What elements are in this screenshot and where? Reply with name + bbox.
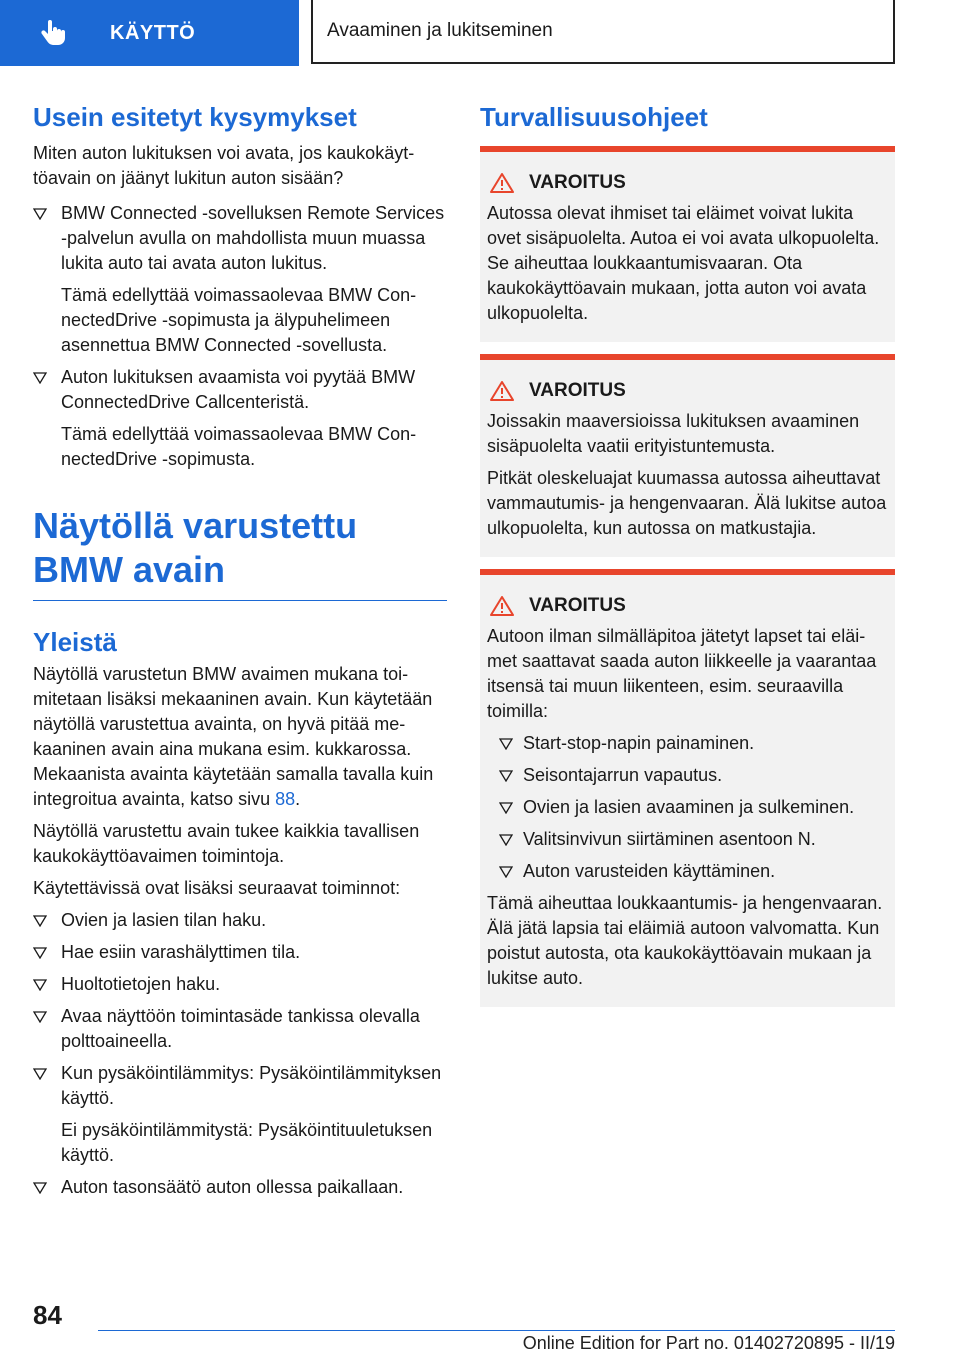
warning-box <box>480 569 895 1007</box>
page-link[interactable]: 88 <box>275 789 296 809</box>
general-text: Näytöllä varustetun BMW avaimen mukana toimitetaan lisäksi mekaaninen avain. Kun käytetään näytöllä varustettua avainta, on hyvä pitää mekaaninen avain aina mukana esim. kukkarossa. Mekaanista avainta käytetään samalla tavalla kuin integroitua avainta, katso sivu <box>33 664 434 809</box>
list-item-text: Avaa näyttöön toimintasäde tankissa olevalla polttoaineella. <box>61 1006 420 1051</box>
general-paragraph <box>33 662 447 812</box>
section-label: KÄYTTÖ <box>110 21 196 44</box>
faq-heading: Usein esitetyt kysymykset <box>33 102 357 132</box>
triangle-bullet-icon <box>33 947 47 959</box>
list-item <box>487 763 888 788</box>
list-item <box>33 201 447 276</box>
hand-pointer-icon <box>40 19 68 47</box>
triangle-bullet-icon <box>33 1182 47 1194</box>
key-heading: Näytöllä varustettu BMW avain <box>33 504 447 601</box>
footer-edition: Online Edition for Part no. 01402720895 - II/19 <box>522 1333 895 1353</box>
triangle-bullet-icon <box>499 802 513 814</box>
triangle-bullet-icon <box>33 1011 47 1023</box>
list-item-note: Tämä edellyttää voimassaolevaa BMW ConnectedDrive -sopimusta. <box>61 424 417 469</box>
triangle-bullet-icon <box>33 979 47 991</box>
left-column <box>33 100 447 1200</box>
list-item <box>487 859 888 884</box>
warning-triangle-icon <box>489 380 515 402</box>
general-heading: Yleistä <box>33 627 117 657</box>
page-number: 84 <box>33 1300 62 1330</box>
warning-label: VAROITUS <box>529 380 626 401</box>
list-item <box>33 908 447 933</box>
warning-text: Autoon ilman silmälläpitoa jätetyt lapset tai eläimet saattavat saada auton liikkeelle ja vaarantaa itsensä tai muun liikenteen, esim. seuraavilla toimilla: <box>487 626 877 721</box>
triangle-bullet-icon <box>499 834 513 846</box>
warning-box <box>480 354 895 557</box>
list-item <box>33 940 447 965</box>
list-item <box>487 795 888 820</box>
warning-title <box>487 593 888 618</box>
list-item <box>487 731 888 756</box>
list-item <box>33 1175 447 1200</box>
triangle-bullet-icon <box>33 915 47 927</box>
footer-divider <box>98 1330 895 1331</box>
warning-triangle-icon <box>489 595 515 617</box>
page-header <box>0 0 960 66</box>
triangle-bullet-icon <box>33 208 47 220</box>
warning-text: Autossa olevat ihmiset tai eläimet voivat lukita ovet sisäpuolelta. Autoa ei voi avata ulkopuolelta. Se aiheuttaa loukkaantumisvaaran. Ota kaukokäyttöavain mukaan, jotta auton voi avata ulkopuolelta. <box>487 203 880 323</box>
list-item-text: Ovien ja lasien avaaminen ja sulkeminen. <box>523 797 855 817</box>
general-paragraph: Käytettävissä ovat lisäksi seuraavat toiminnot: <box>33 878 401 898</box>
warning-title <box>487 170 888 195</box>
triangle-bullet-icon <box>33 372 47 384</box>
list-item <box>33 365 447 415</box>
list-item-note: Tämä edellyttää voimassaolevaa BMW ConnectedDrive -sopimusta ja älypuhelimeen asennettua BMW Connected -sovellusta. <box>61 285 417 355</box>
list-item-text: Auton varusteiden käyttäminen. <box>523 861 776 881</box>
triangle-bullet-icon <box>499 770 513 782</box>
chapter-title: Avaaminen ja lukitseminen <box>311 0 895 64</box>
triangle-bullet-icon <box>499 738 513 750</box>
warning-text: Tämä aiheuttaa loukkaantumis- ja hengenvaaran. Älä jätä lapsia tai eläimiä autoon valvomatta. Kun poistut autosta, ota kaukokäyttöavain mukaan ja lukitse auto. <box>487 893 883 988</box>
list-item-text: Kun pysäköintilämmitys: Pysäköintilämmityksen käyttö. <box>61 1063 442 1108</box>
warning-label: VAROITUS <box>529 172 626 193</box>
list-item-text: Auton lukituksen avaamista voi pyytää BMW ConnectedDrive Callcenteristä. <box>61 367 416 412</box>
triangle-bullet-icon <box>499 866 513 878</box>
list-item-text: Seisontajarrun vapautus. <box>523 765 723 785</box>
safety-heading: Turvallisuusohjeet <box>480 102 708 132</box>
triangle-bullet-icon <box>33 1068 47 1080</box>
list-item-text: Valitsinvivun siirtäminen asentoon N. <box>523 829 816 849</box>
warning-list <box>487 731 888 884</box>
list-item-text: Huoltotietojen haku. <box>61 974 221 994</box>
list-item-text: Start-stop-napin painaminen. <box>523 733 755 753</box>
general-text-end: . <box>295 789 301 809</box>
general-paragraph: Näytöllä varustettu avain tukee kaikkia tavallisen kaukokäyttöavaimen toimintoja. <box>33 821 420 866</box>
faq-question: Miten auton lukituksen voi avata, jos kaukokäyttöavain on jäänyt lukitun auton sisään? <box>33 143 415 188</box>
warning-label: VAROITUS <box>529 595 626 616</box>
list-item <box>33 1061 447 1111</box>
list-item-note: Ei pysäköintilämmitystä: Pysäköintituuletuksen käyttö. <box>61 1120 433 1165</box>
section-tab <box>0 0 299 66</box>
warning-box <box>480 146 895 342</box>
list-item <box>487 827 888 852</box>
list-item-text: Auton tasonsäätö auton ollessa paikallaan. <box>61 1177 404 1197</box>
list-item <box>33 1004 447 1054</box>
faq-list <box>33 201 447 472</box>
warning-triangle-icon <box>489 172 515 194</box>
list-item-text: Hae esiin varashälyttimen tila. <box>61 942 301 962</box>
function-list <box>33 908 447 1200</box>
warning-text: Pitkät oleskeluajat kuumassa autossa aiheuttavat vammautumis- ja hengenvaaran. Älä lukitse autoa ulkopuolelta, kun autossa on matkustajia. <box>487 468 887 538</box>
warning-title <box>487 378 888 403</box>
list-item-text: BMW Connected -sovelluksen Remote Services -palvelun avulla on mahdollista muun muassa lukita auto tai avata auton lukitus. <box>61 203 445 273</box>
list-item <box>33 972 447 997</box>
warning-text: Joissakin maaversioissa lukituksen avaaminen sisäpuolelta vaatii erityistuntemusta. <box>487 411 860 456</box>
list-item-text: Ovien ja lasien tilan haku. <box>61 910 267 930</box>
right-column <box>480 100 895 1007</box>
